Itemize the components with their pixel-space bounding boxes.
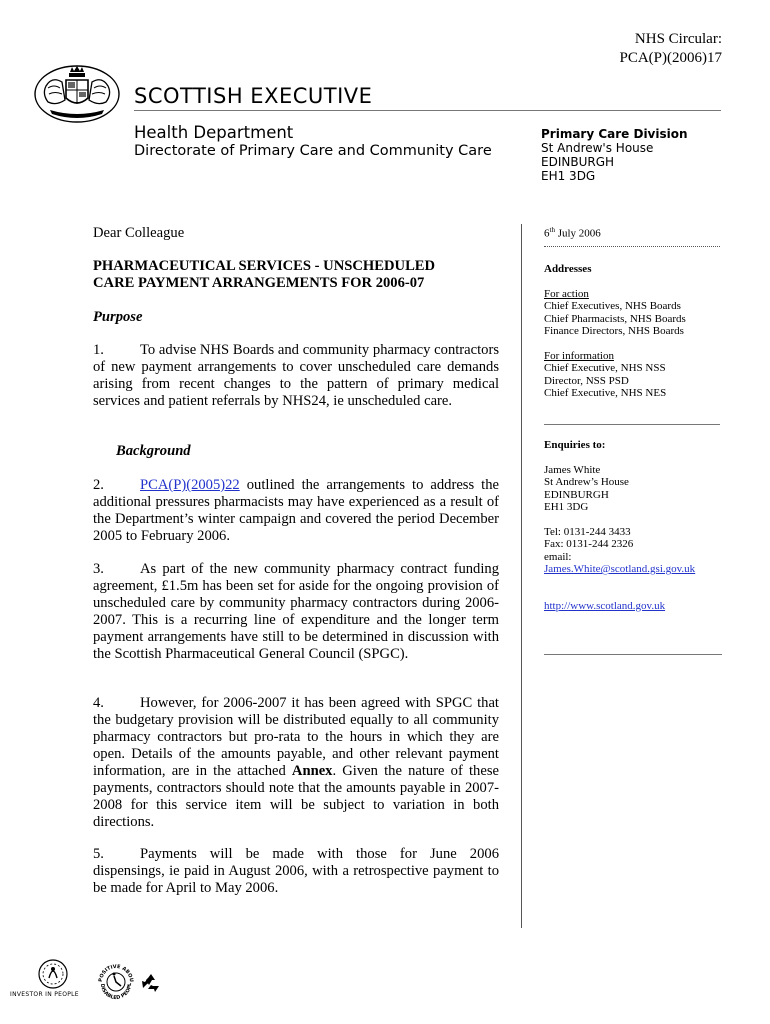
for-information-item: Chief Executive, NHS NSS (544, 362, 666, 374)
disability-symbol-logo-icon (96, 962, 136, 1002)
date-month-year: July 2006 (554, 227, 601, 240)
paragraph-text: outlined the arrangements to address the additional pressures pharmacists may have experienced as a result of the Department’s winter campaign and covered the period December 2005 to February 2006. (93, 477, 499, 544)
annex-reference: Annex (291, 763, 333, 779)
letter-title (93, 258, 503, 292)
for-action-label: For action (544, 287, 589, 300)
contact-line: EDINBURGH (544, 488, 609, 501)
date-day: 6 (544, 227, 550, 240)
letter-title-line: CARE PAYMENT ARRANGEMENTS FOR 2006-07 (93, 275, 425, 291)
contact-line: James White (544, 463, 601, 476)
for-action-item: Chief Pharmacists, NHS Boards (544, 312, 686, 325)
paragraph-number: 1. (93, 342, 104, 358)
enquiries-heading: Enquiries to: (544, 439, 606, 451)
contact-telephone: Tel: 0131-244 3433 (544, 525, 631, 538)
contact-fax: Fax: 0131-244 2326 (544, 538, 634, 550)
paragraph-4 (93, 695, 499, 831)
circular-reference (619, 30, 722, 68)
directorate-name: Directorate of Primary Care and Community Care (134, 143, 492, 159)
department-name: Health Department (134, 123, 294, 142)
letter-title-line: PHARMACEUTICAL SERVICES - UNSCHEDULED (93, 258, 436, 274)
disability-logo-bottom-text: DISABLED PEOPL (98, 982, 134, 1002)
paragraph-text: . Given the nature of these payments, contractors should note that the amounts payable in 2007-2008 for this service item will be subject to variation in both directions. (93, 763, 499, 830)
contact-email-link[interactable]: James.White@scotland.gsi.gov.uk (544, 563, 696, 575)
date-suffix: th (549, 226, 555, 234)
for-information-item: Director, NSS PSD (544, 374, 629, 387)
paragraph-number: 4. (93, 695, 104, 711)
addresses-heading: Addresses (544, 263, 592, 275)
paragraph-text: Payments will be made with those for June 2006 dispensings, ie paid in August 2006, with a retrospective payment to be made for April to May 2006. (93, 846, 499, 896)
for-information-item: Chief Executive, NHS NES (544, 387, 667, 399)
contact-line: St Andrew’s House (544, 476, 629, 488)
letter-date (544, 224, 601, 240)
addresses-block (544, 263, 724, 400)
division-address-line: St Andrew's House (541, 141, 654, 155)
circular-number: PCA(P)(2006)17 (619, 50, 722, 66)
circular-link[interactable]: PCA(P)(2005)22 (140, 477, 240, 493)
contact-divider (544, 654, 722, 655)
disability-logo-top-text: POSITIVE ABOU (97, 963, 135, 983)
paragraph-2 (93, 477, 499, 545)
header-divider (134, 110, 721, 111)
paragraph-number: 2. (93, 477, 104, 493)
background-heading: Background (116, 443, 191, 459)
circular-label: NHS Circular: (634, 31, 722, 47)
division-address (541, 127, 688, 183)
contact-line: EH1 3DG (544, 501, 589, 513)
investor-in-people-label: INVESTOR IN PEOPLE (10, 991, 79, 998)
website-link[interactable]: http://www.scotland.gov.uk (544, 599, 666, 612)
division-name: Primary Care Division (541, 127, 688, 141)
paragraph-text: As part of the new community pharmacy contract funding agreement, £1.5m has been set for aside for the ongoing provision of unscheduled care by community pharmacy contractors during 2006-2007. This is a recurring line of expenditure and the longer term payment arrangements have still to be determined in discussion with the Scottish Pharmaceutical General Council (SPGC). (93, 561, 499, 662)
for-action-item: Finance Directors, NHS Boards (544, 325, 684, 337)
paragraph-1 (93, 342, 499, 410)
division-address-line: EH1 3DG (541, 169, 596, 183)
division-address-line: EDINBURGH (541, 155, 615, 169)
royal-coat-of-arms-icon (32, 64, 122, 126)
salutation: Dear Colleague (93, 225, 185, 241)
paragraph-5 (93, 846, 499, 897)
date-divider (544, 246, 720, 247)
organisation-name: SCOTTISH EXECUTIVE (134, 84, 373, 108)
paragraph-text: To advise NHS Boards and community pharmacy contractors of new payment arrangements to cover unscheduled care demands arising from recent changes to the pattern of primary medical services and patient referrals by NHS24, ie unscheduled care. (93, 342, 499, 409)
paragraph-3 (93, 561, 499, 663)
paragraph-text: However, for 2006-2007 it has been agreed with SPGC that the budgetary provision will be distributed equally to all community pharmacy contractors but pro-rata to the hours in which they are open. Details of the amounts payable, and other relevant payment information, are in the attached (93, 695, 499, 779)
addresses-divider (544, 424, 720, 425)
contact-email-label: email: (544, 550, 572, 563)
for-action-item: Chief Executives, NHS Boards (544, 300, 681, 312)
enquiries-block (544, 439, 724, 612)
column-divider (521, 224, 522, 928)
for-information-label: For information (544, 349, 614, 362)
recycle-icon (140, 972, 162, 994)
purpose-heading: Purpose (93, 309, 143, 325)
paragraph-number: 5. (93, 846, 104, 862)
paragraph-number: 3. (93, 561, 104, 577)
